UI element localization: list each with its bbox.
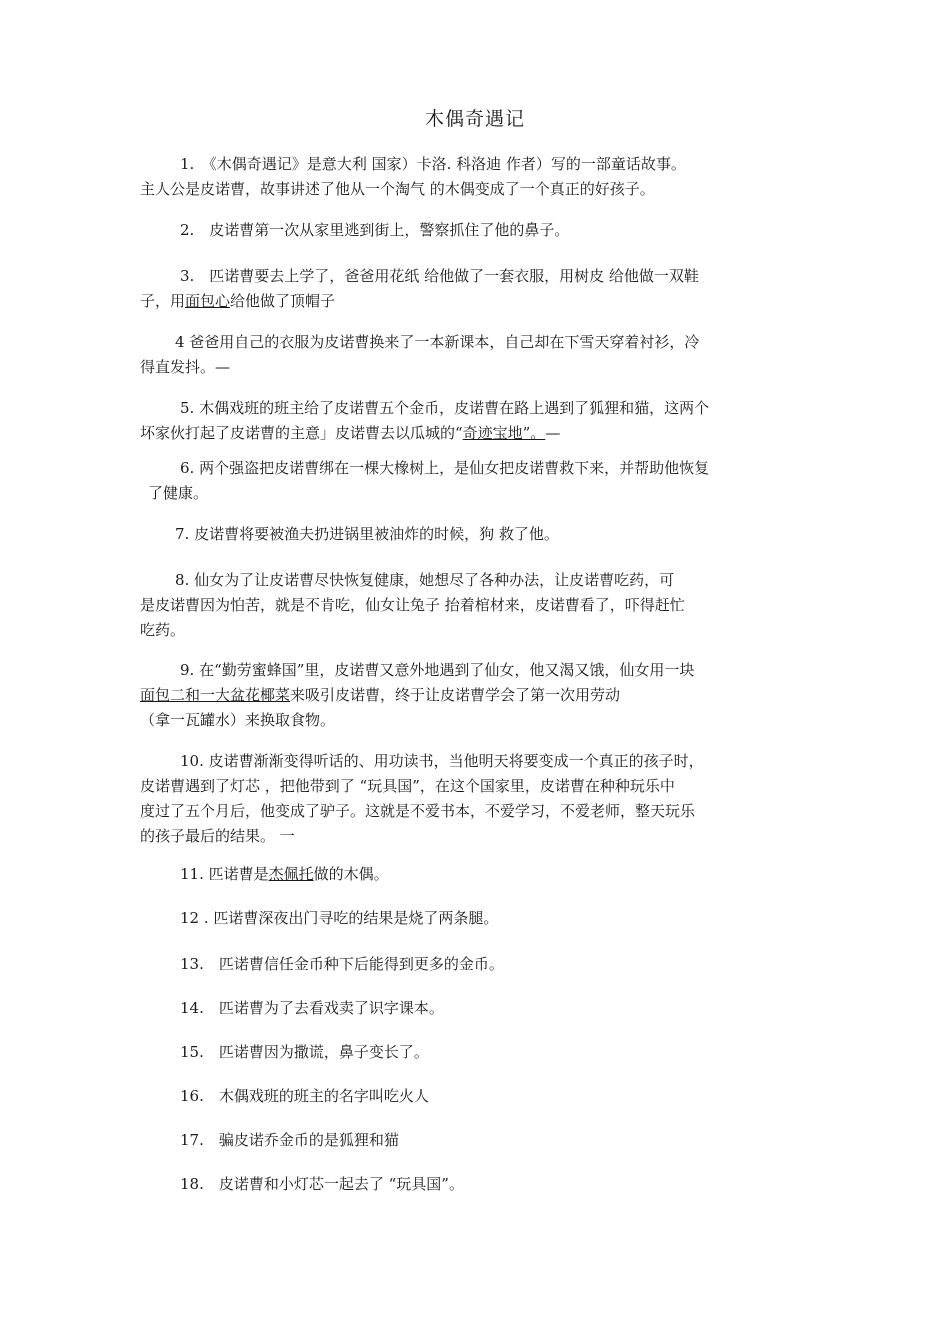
list-item-15 bbox=[140, 1040, 820, 1065]
list-item-18 bbox=[140, 1172, 820, 1197]
item-5-line-2-start: 坏家伙打起了皮诺曹的主意」皮诺曹去以瓜城的“ bbox=[140, 424, 463, 442]
underlined-term: 面包心 bbox=[185, 292, 231, 310]
document-title: 木偶奇遇记 bbox=[424, 108, 525, 130]
list-item-3 bbox=[140, 264, 820, 314]
item-10-line-2: 皮诺曹遇到了灯芯 ，把他带到了 “玩具国”，在这个国家里，皮诺曹在种种玩乐中 bbox=[140, 777, 675, 795]
item-15-line-1: 15. 匹诺曹因为撒谎，鼻子变长了。 bbox=[180, 1043, 429, 1061]
list-item-11 bbox=[140, 862, 820, 887]
item-9-line-1: 9. 在“勤劳蜜蜂国”里，皮诺曹又意外地遇到了仙女，他又渴又饿，仙女用一块 bbox=[180, 661, 695, 679]
list-item-17 bbox=[140, 1128, 820, 1153]
underlined-term: 面包二和一大盆花椰菜 bbox=[140, 686, 291, 704]
item-9-line-3: （拿一瓦罐水）来换取食物。 bbox=[140, 711, 336, 729]
list-item-6 bbox=[140, 456, 820, 506]
list-item-2 bbox=[140, 218, 820, 243]
item-3-line-1: 3. 匹诺曹要去上学了，爸爸用花纸 给他做了一套衣服，用树皮 给他做一双鞋 bbox=[180, 267, 699, 285]
item-11-start: 11. 匹诺曹是 bbox=[180, 865, 269, 883]
item-11-end: 做的木偶。 bbox=[313, 865, 389, 883]
item-11-line-1 bbox=[140, 862, 820, 887]
item-6-line-2: 了健康。 bbox=[148, 484, 209, 502]
item-17-line-1: 17. 骗皮诺乔金币的是狐狸和猫 bbox=[180, 1131, 399, 1149]
item-10-line-3: 度过了五个月后，他变成了驴子。这就是不爱书本，不爱学习，不爱老师，整天玩乐 bbox=[140, 802, 696, 820]
item-8-line-2: 是皮诺曹因为怕苦，就是不肯吃，仙女让兔子 抬着棺材来，皮诺曹看了，吓得赶忙 bbox=[140, 596, 685, 614]
item-10-line-1: 10. 皮诺曹渐渐变得听话的、用功读书，当他明天将要变成一个真正的孩子时， bbox=[180, 752, 704, 770]
list-item-9 bbox=[140, 658, 820, 733]
item-3-line-2 bbox=[140, 289, 820, 314]
underlined-term: 奇迹宝地”。 bbox=[462, 424, 546, 442]
list-item-8 bbox=[140, 568, 820, 643]
item-6-line-1: 6. 两个强盗把皮诺曹绑在一棵大橡树上，是仙女把皮诺曹救下来，并帮助他恢复 bbox=[180, 459, 710, 477]
item-1-line-1: 1. 《木偶奇遇记》是意大利 国家）卡洛. 科洛迪 作者）写的一部童话故事。 bbox=[180, 155, 686, 173]
item-5-line-2 bbox=[140, 421, 820, 446]
list-item-10 bbox=[140, 749, 820, 849]
item-18-line-1: 18. 皮诺曹和小灯芯一起去了 “玩具国”。 bbox=[180, 1175, 464, 1193]
item-13-line-1: 13. 匹诺曹信任金币种下后能得到更多的金币。 bbox=[180, 955, 504, 973]
list-item-7 bbox=[140, 522, 820, 547]
list-item-16 bbox=[140, 1084, 820, 1109]
item-9-line-2 bbox=[140, 683, 820, 708]
item-4-line-1: 4 爸爸用自己的衣服为皮诺曹换来了一本新课本，自己却在下雪天穿着衬衫，冷 bbox=[175, 333, 700, 351]
item-3-line-2-end: 给他做了顶帽子 bbox=[230, 292, 336, 310]
item-5-line-1: 5. 木偶戏班的班主给了皮诺曹五个金币，皮诺曹在路上遇到了狐狸和猫，这两个 bbox=[180, 399, 710, 417]
item-16-line-1: 16. 木偶戏班的班主的名字叫吃火人 bbox=[180, 1087, 429, 1105]
item-1-line-2: 主人公是皮诺曹，故事讲述了他从一个淘气 的木偶变成了一个真正的好孩子。 bbox=[140, 180, 655, 198]
list-item-14 bbox=[140, 996, 820, 1021]
item-2-line-1: 2. 皮诺曹第一次从家里逃到街上，警察抓住了他的鼻子。 bbox=[180, 221, 570, 239]
item-8-line-3: 吃药。 bbox=[140, 621, 186, 639]
item-9-line-2-end: 来吸引皮诺曹，终于让皮诺曹学会了第一次用劳动 bbox=[290, 686, 621, 704]
list-item-4 bbox=[140, 330, 820, 380]
item-12-line-1: 12 . 匹诺曹深夜出门寻吃的结果是烧了两条腿。 bbox=[180, 909, 499, 927]
underlined-term: 杰佩托 bbox=[268, 865, 314, 883]
list-item-13 bbox=[140, 952, 820, 977]
item-7-line-1: 7. 皮诺曹将要被渔夫扔进锅里被油炸的时候，狗 救了他。 bbox=[175, 525, 559, 543]
list-item-12 bbox=[140, 906, 820, 931]
item-4-line-2: 得直发抖。— bbox=[140, 358, 231, 376]
list-item-5 bbox=[140, 396, 820, 446]
item-14-line-1: 14. 匹诺曹为了去看戏卖了识字课本。 bbox=[180, 999, 444, 1017]
item-5-line-2-end: — bbox=[545, 424, 561, 442]
item-3-line-2-start: 子，用 bbox=[140, 292, 186, 310]
item-8-line-1: 8. 仙女为了让皮诺曹尽快恢复健康，她想尽了各种办法，让皮诺曹吃药，可 bbox=[175, 571, 675, 589]
list-item-1 bbox=[140, 152, 820, 202]
item-10-line-4: 的孩子最后的结果。 一 bbox=[140, 827, 295, 845]
